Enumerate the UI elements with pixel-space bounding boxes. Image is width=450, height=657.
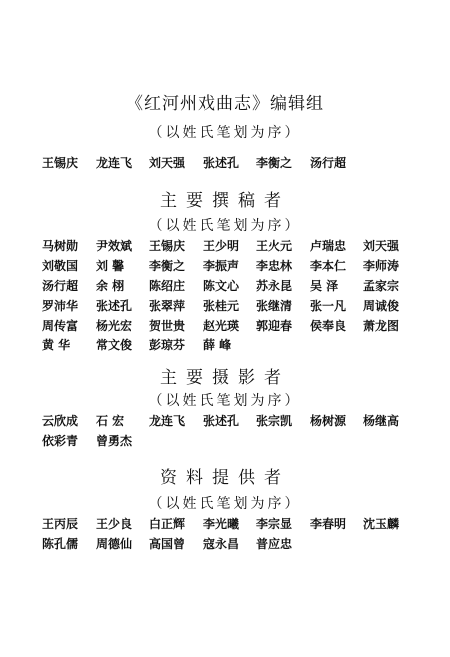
writer-name: 彭琼芬 xyxy=(149,338,186,352)
writer-name: 张述孔 xyxy=(96,299,133,313)
writers-heading: 主要撰稿者 xyxy=(160,191,290,211)
writer-name: 李忠林 xyxy=(256,259,293,273)
photographer-name: 杨继高 xyxy=(363,414,400,428)
writer-name: 王火元 xyxy=(256,239,293,253)
writer-name: 李本仁 xyxy=(310,259,347,273)
writer-row xyxy=(0,296,450,316)
writer-name: 王少明 xyxy=(203,239,240,253)
writer-name: 李衡之 xyxy=(149,259,186,273)
writer-name: 张翠萍 xyxy=(149,299,186,313)
provider-name: 周德仙 xyxy=(96,537,133,551)
photographers-heading: 主要摄影者 xyxy=(160,368,290,388)
writer-name: 罗沛华 xyxy=(42,299,79,313)
editorial-member-name: 王锡庆 xyxy=(42,156,79,170)
photographer-name: 依彩青 xyxy=(42,434,79,448)
writer-name: 赵光瑛 xyxy=(203,319,240,333)
provider-name: 寇永昌 xyxy=(203,537,240,551)
writer-name: 陈绍庄 xyxy=(149,279,186,293)
writer-name: 孟家宗 xyxy=(363,279,400,293)
writer-name: 薛 峰 xyxy=(203,338,232,352)
writer-row xyxy=(0,256,450,276)
writer-name: 马树勋 xyxy=(42,239,79,253)
photographer-name: 张述孔 xyxy=(203,414,240,428)
photographers-order-note: （以姓氏笔划为序） xyxy=(148,393,302,409)
writer-name: 卢瑞忠 xyxy=(310,239,347,253)
provider-row xyxy=(0,514,450,534)
provider-name: 白正辉 xyxy=(149,517,186,531)
writer-name: 侯奉良 xyxy=(310,319,347,333)
writer-name: 吴 泽 xyxy=(310,279,339,293)
writer-name: 周传富 xyxy=(42,319,79,333)
writer-name: 杨光宏 xyxy=(96,319,133,333)
writer-name: 汤行超 xyxy=(42,279,79,293)
editorial-row xyxy=(0,153,450,173)
writers-order-note: （以姓氏笔划为序） xyxy=(148,218,302,234)
photographer-name: 张宗凯 xyxy=(256,414,293,428)
writer-row xyxy=(0,276,450,296)
writer-name: 陈文心 xyxy=(203,279,240,293)
provider-name: 陈孔儒 xyxy=(42,537,79,551)
writer-name: 余 栩 xyxy=(96,279,125,293)
provider-name: 王少良 xyxy=(96,517,133,531)
photographer-row xyxy=(0,431,450,451)
photographer-name: 云欣成 xyxy=(42,414,79,428)
editorial-member-name: 汤行超 xyxy=(310,156,347,170)
writer-name: 黄 华 xyxy=(42,338,71,352)
writer-name: 张继清 xyxy=(256,299,293,313)
provider-name: 李春明 xyxy=(310,517,347,531)
photographer-name: 石 宏 xyxy=(96,414,125,428)
editorial-member-name: 张述孔 xyxy=(203,156,240,170)
writer-row xyxy=(0,236,450,256)
editorial-member-name: 李衡之 xyxy=(256,156,293,170)
photographer-name: 杨树源 xyxy=(310,414,347,428)
writer-name: 郭迎春 xyxy=(256,319,293,333)
writer-name: 周诚俊 xyxy=(363,299,400,313)
providers-order-note: （以姓氏笔划为序） xyxy=(148,496,302,512)
writer-row xyxy=(0,335,450,355)
provider-name: 李光曦 xyxy=(203,517,240,531)
provider-name: 王丙辰 xyxy=(42,517,79,531)
provider-name: 沈玉麟 xyxy=(363,517,400,531)
provider-name: 普应忠 xyxy=(256,537,293,551)
writer-name: 王锡庆 xyxy=(149,239,186,253)
provider-row xyxy=(0,534,450,554)
writer-name: 刘敬国 xyxy=(42,259,79,273)
writer-name: 苏永昆 xyxy=(256,279,293,293)
photographer-row xyxy=(0,411,450,431)
writer-name: 张桂元 xyxy=(203,299,240,313)
writer-name: 尹效斌 xyxy=(96,239,133,253)
writer-name: 刘天强 xyxy=(363,239,400,253)
provider-name: 高国曾 xyxy=(149,537,186,551)
editorial-member-name: 刘天强 xyxy=(149,156,186,170)
writer-row xyxy=(0,316,450,336)
writer-name: 张一凡 xyxy=(310,299,347,313)
provider-name: 李宗显 xyxy=(256,517,293,531)
writer-name: 萧龙图 xyxy=(363,319,400,333)
writer-name: 李师涛 xyxy=(363,259,400,273)
writer-name: 李振声 xyxy=(203,259,240,273)
editorial-order-note: （以姓氏笔划为序） xyxy=(148,125,302,141)
photographer-name: 曾勇杰 xyxy=(96,434,133,448)
writer-name: 刘 馨 xyxy=(96,259,125,273)
photographer-name: 龙连飞 xyxy=(149,414,186,428)
page-title: 《红河州戏曲志》编辑组 xyxy=(126,94,324,114)
writer-name: 常文俊 xyxy=(96,338,133,352)
providers-heading: 资料提供者 xyxy=(160,468,290,488)
writer-name: 贺世贵 xyxy=(149,319,186,333)
editorial-member-name: 龙连飞 xyxy=(96,156,133,170)
